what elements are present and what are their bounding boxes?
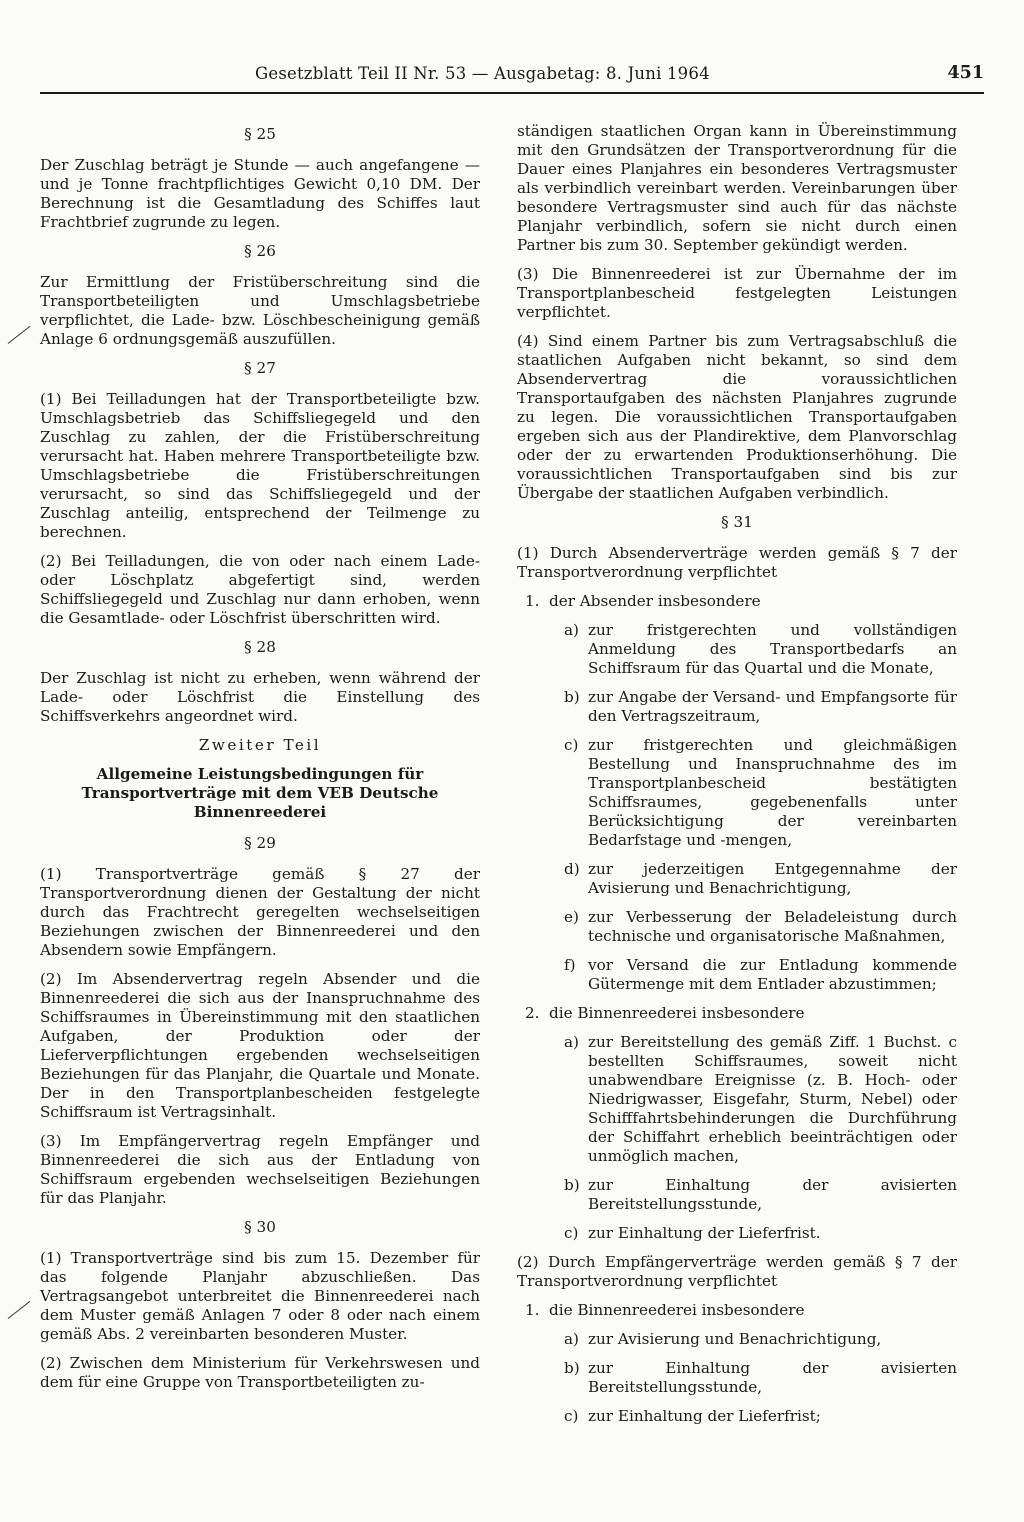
- list-text: der Absender insbesondere: [549, 592, 761, 610]
- right-column: [517, 122, 957, 1436]
- list-text: zur Einhaltung der Lieferfrist;: [588, 1407, 821, 1425]
- section-heading-28: § 28: [244, 638, 276, 656]
- page-header: [40, 52, 984, 94]
- list-text: zur fristgerechten und vollständigen Anmeldung des Transportbedarfs an Schiffsraum für das Quartal und die Monate,: [588, 621, 957, 677]
- paragraph: ständigen staatlichen Organ kann in Übereinstimmung mit den Grundsätzen der Transportverordnung für die Dauer eines Planjahres ein besonderes Vertragsmuster als verbindlich vereinbart werden. Vereinbarungen über besondere Vertragsmuster sind auch für das nächste Planjahr verbindlich, sofern sie nicht durch einen Partner bis zum 30. September gekündigt werden.: [517, 122, 957, 254]
- list-item: [564, 956, 957, 994]
- list-marker: b): [564, 688, 580, 706]
- list-marker: 1.: [525, 592, 540, 610]
- paragraph: Der Zuschlag ist nicht zu erheben, wenn während der Lade- oder Löschfrist die Einstellung des Schiffsverkehrs angeordnet wird.: [40, 669, 480, 725]
- list-marker: f): [564, 956, 576, 974]
- list-item: [564, 1224, 957, 1243]
- paragraph: (2) Zwischen dem Ministerium für Verkehrswesen und dem für eine Gruppe von Transportbeteiligten zu-: [40, 1354, 480, 1391]
- paragraph: (1) Durch Absenderverträge werden gemäß § 7 der Transportverordnung verpflichtet: [517, 544, 957, 581]
- part-subtitle: Allgemeine Leistungsbedingungen für Transportverträge mit dem VEB Deutsche Binnenreederei: [81, 765, 439, 821]
- list-item: [564, 1407, 957, 1426]
- list-item: [564, 908, 957, 946]
- list-text: die Binnenreederei insbesondere: [549, 1301, 805, 1319]
- section-heading-31: § 31: [721, 513, 753, 531]
- paragraph: (1) Transportverträge gemäß § 27 der Transportverordnung dienen der Gestaltung der nicht durch das Frachtrecht geregelten wechselseitigen Beziehungen zwischen der Binnenreederei und den Absendern sowie Empfängern.: [40, 865, 480, 959]
- list-text: zur Bereitstellung des gemäß Ziff. 1 Buchst. c bestellten Schiffsraumes, soweit nicht unabwendbare Ereignisse (z. B. Hoch- oder Niedrigwasser, Eisgefahr, Sturm, Nebel) oder Schifffahrtsbehinderungen die Durchführung der Schiffahrt erheblich beeinträchtigen oder unmöglich machen,: [588, 1033, 957, 1165]
- list-marker: a): [564, 1330, 579, 1348]
- list-marker: b): [564, 1359, 580, 1377]
- list-text: zur Einhaltung der Lieferfrist.: [588, 1224, 821, 1242]
- list-item: [525, 1301, 957, 1320]
- margin-pencil-mark: [8, 326, 31, 344]
- paragraph: (2) Bei Teilladungen, die von oder nach einem Lade- oder Löschplatz abgefertigt sind, werden Schiffsliegegeld und Zuschlag nur dann erhoben, wenn die Gesamtlade- oder Löschfrist überschritten wird.: [40, 552, 480, 627]
- paragraph: Zur Ermittlung der Fristüberschreitung sind die Transportbeteiligten und Umschlagsbetriebe verpflichtet, die Lade- bzw. Löschbescheinigung gemäß Anlage 6 ordnungsgemäß auszufüllen.: [40, 273, 480, 348]
- header-title: Gesetzblatt Teil II Nr. 53 — Ausgabetag: 8. Juni 1964: [255, 64, 710, 83]
- list-item: [564, 621, 957, 678]
- list-item: [564, 1359, 957, 1397]
- list-item: [564, 1330, 957, 1349]
- list-marker: d): [564, 860, 580, 878]
- paragraph: (4) Sind einem Partner bis zum Vertragsabschluß die staatlichen Aufgaben nicht bekannt, so sind dem Absendervertrag die voraussichtlichen Transportaufgaben des nächsten Planjahres zugrunde zu legen. Die voraussichtlichen Transportaufgaben ergeben sich aus der Plandirektive, dem Planvorschlag oder der zu erwartenden Produktionserhöhung. Die voraussichtlichen Transportaufgaben sind bis zur Übergabe der staatlichen Aufgaben verbindlich.: [517, 332, 957, 502]
- list-item: [525, 592, 957, 611]
- paragraph: Der Zuschlag beträgt je Stunde — auch angefangene — und je Tonne frachtpflichtiges Gewicht 0,10 DM. Der Berechnung ist die Gesamtladung des Schiffes laut Frachtbrief zugrunde zu legen.: [40, 156, 480, 231]
- list-marker: 2.: [525, 1004, 540, 1022]
- left-column: [40, 122, 480, 1402]
- section-heading-26: § 26: [244, 242, 276, 260]
- list-text: die Binnenreederei insbesondere: [549, 1004, 805, 1022]
- section-heading-29: § 29: [244, 834, 276, 852]
- paragraph: (2) Durch Empfängerverträge werden gemäß § 7 der Transportverordnung verpflichtet: [517, 1253, 957, 1290]
- list-item: [564, 1033, 957, 1166]
- list-item: [525, 1004, 957, 1023]
- list-text: zur fristgerechten und gleichmäßigen Bestellung und Inanspruchnahme des im Transportplanbescheid bestätigten Schiffsraumes, gegebenenfalls unter Berücksichtigung der vereinbarten Bedarfstage und -mengen,: [588, 736, 957, 849]
- list-text: zur Angabe der Versand- und Empfangsorte für den Vertragszeitraum,: [588, 688, 957, 725]
- paragraph: (3) Im Empfängervertrag regeln Empfänger und Binnenreederei die sich aus der Entladung von Schiffsraum ergebenden wechselseitigen Beziehungen für das Planjahr.: [40, 1132, 480, 1207]
- list-marker: c): [564, 1224, 579, 1242]
- section-heading-30: § 30: [244, 1218, 276, 1236]
- margin-pencil-mark: [8, 1301, 31, 1319]
- list-text: zur Avisierung und Benachrichtigung,: [588, 1330, 882, 1348]
- list-text: zur Einhaltung der avisierten Bereitstellungsstunde,: [588, 1359, 957, 1396]
- section-heading-25: § 25: [244, 125, 276, 143]
- list-marker: a): [564, 1033, 579, 1051]
- list-marker: c): [564, 1407, 579, 1425]
- list-text: zur Verbesserung der Beladeleistung durch technische und organisatorische Maßnahmen,: [588, 908, 957, 945]
- section-heading-27: § 27: [244, 359, 276, 377]
- list-item: [564, 1176, 957, 1214]
- paragraph: (3) Die Binnenreederei ist zur Übernahme der im Transportplanbescheid festgelegten Leistungen verpflichtet.: [517, 265, 957, 321]
- part-title: Zweiter Teil: [198, 736, 322, 754]
- list-item: [564, 736, 957, 850]
- list-marker: c): [564, 736, 579, 754]
- list-marker: b): [564, 1176, 580, 1194]
- list-text: vor Versand die zur Entladung kommende Gütermenge mit dem Entlader abzustimmen;: [588, 956, 957, 993]
- list-marker: 1.: [525, 1301, 540, 1319]
- list-text: zur jederzeitigen Entgegennahme der Avisierung und Benachrichtigung,: [588, 860, 957, 897]
- list-marker: a): [564, 621, 579, 639]
- paragraph: (2) Im Absendervertrag regeln Absender und die Binnenreederei die sich aus der Inanspruchnahme des Schiffsraumes in Übereinstimmung mit den staatlichen Aufgaben, der Produktion oder der Lieferverpflichtungen ergebenden wechselseitigen Beziehungen für das Planjahr, die Quartale und Monate. Der in den Transportplanbescheiden festgelegte Schiffsraum ist Vertragsinhalt.: [40, 970, 480, 1121]
- list-item: [564, 688, 957, 726]
- list-marker: e): [564, 908, 579, 926]
- page-number: 451: [947, 63, 984, 83]
- paragraph: (1) Transportverträge sind bis zum 15. Dezember für das folgende Planjahr abzuschließen. Das Vertragsangebot unterbreitet die Binnenreederei nach dem Muster gemäß Anlagen 7 oder 8 oder nach einem gemäß Abs. 2 vereinbarten besonderen Muster.: [40, 1249, 480, 1343]
- list-item: [564, 860, 957, 898]
- list-text: zur Einhaltung der avisierten Bereitstellungsstunde,: [588, 1176, 957, 1213]
- paragraph: (1) Bei Teilladungen hat der Transportbeteiligte bzw. Umschlagsbetrieb das Schiffsliegegeld und den Zuschlag zu zahlen, der die Fristüberschreitung verursacht hat. Haben mehrere Transportbeteiligte bzw. Umschlagsbetriebe die Fristüberschreitungen verursacht, so sind das Schiffsliegegeld und der Zuschlag anteilig, entsprechend der Teilmenge zu berechnen.: [40, 390, 480, 541]
